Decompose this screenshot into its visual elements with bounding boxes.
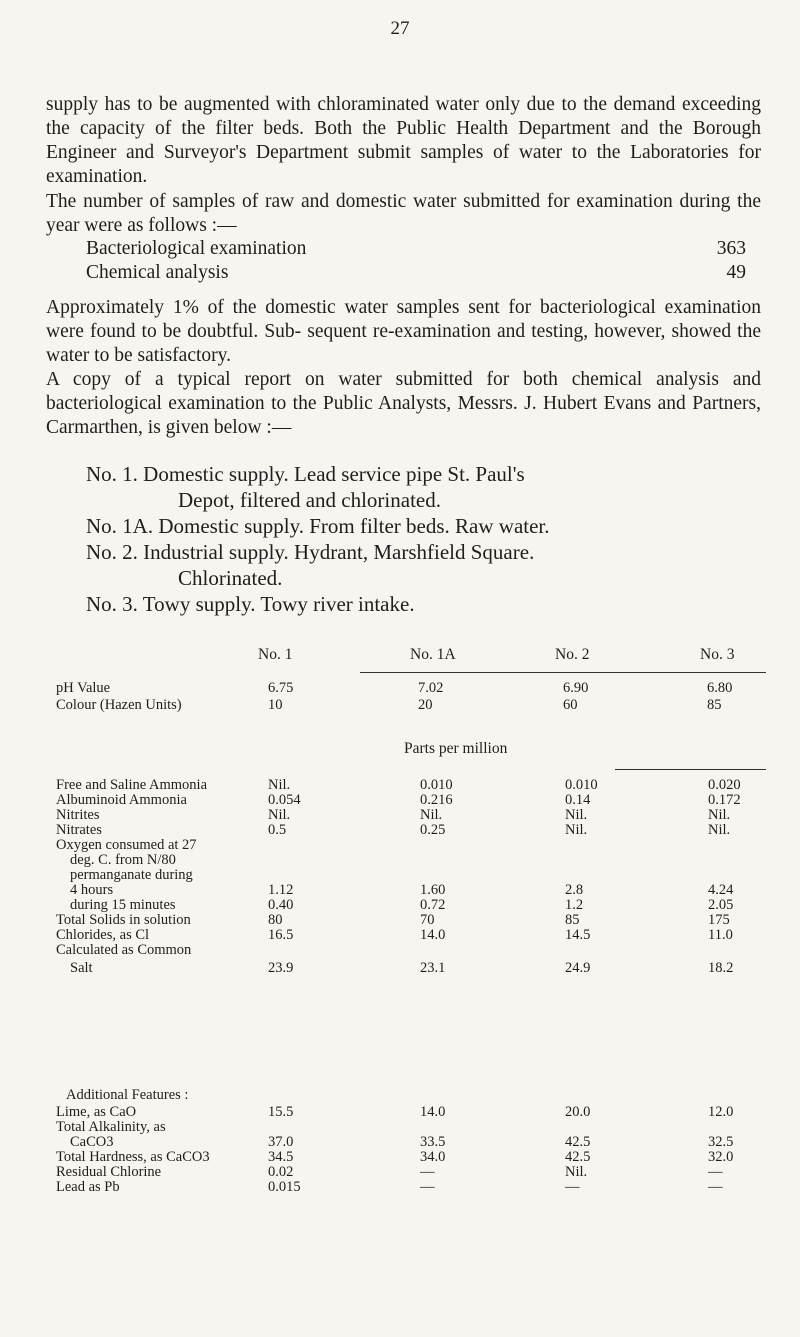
table-cell: —: [420, 1164, 435, 1180]
cell: 6.80: [707, 680, 733, 696]
row-label: Total Hardness, as CaCO3: [56, 1149, 210, 1165]
row-label: Nitrates: [56, 822, 102, 838]
table-cell: —: [708, 1179, 723, 1195]
table-cell: 0.02: [268, 1164, 294, 1180]
page-number: 27: [390, 18, 410, 39]
additional-heading: Additional Features :: [66, 1087, 189, 1103]
row-label: Free and Saline Ammonia: [56, 777, 208, 793]
table-cell: Nil.: [708, 807, 731, 823]
table-cell: 0.010: [565, 777, 598, 793]
table-cell: 1.12: [268, 882, 294, 898]
table-cell: 42.5: [565, 1134, 591, 1150]
table-cell: 42.5: [565, 1149, 591, 1165]
cell: 6.90: [563, 680, 589, 696]
table-cell: Nil.: [268, 807, 291, 823]
row-label: 4 hours: [70, 882, 114, 898]
table-cell: 12.0: [708, 1104, 734, 1120]
table-cell: 0.015: [268, 1179, 301, 1195]
table-cell: 0.25: [420, 822, 446, 838]
row-label: Albuminoid Ammonia: [56, 792, 187, 808]
paragraph-intro: supply has to be augmented with chloraminated water only due to the demand exceeding the capacity of the filter beds. Both the Public Health Department and the Borough Engineer and Surveyor's Department submit samples of water to the Laboratories for examination.: [46, 94, 761, 187]
table-cell: 0.14: [565, 792, 591, 808]
table-cell: 0.40: [268, 897, 294, 913]
sample-item-cont: Chlorinated.: [178, 566, 283, 590]
row-label: permanganate during: [70, 867, 193, 883]
table-cell: 175: [708, 912, 730, 928]
header-rule: [360, 672, 766, 673]
cell: 7.02: [418, 680, 444, 696]
table-cell: 37.0: [268, 1134, 294, 1150]
col-header-no2: No. 2: [555, 646, 590, 663]
table-cell: 23.1: [420, 960, 446, 976]
units-caption: Parts per million: [404, 740, 508, 757]
table-cell: 32.5: [708, 1134, 734, 1150]
row-label: during 15 minutes: [70, 897, 176, 913]
paragraph-approximately: Approximately 1% of the domestic water samples sent for bacteriological examination were found to be doubtful. Sub- sequent re-examination and testing, however, showed the water to be satisfactory.: [46, 297, 761, 366]
table-cell: Nil.: [565, 822, 588, 838]
col-header-no3: No. 3: [700, 646, 735, 663]
col-header-no1: No. 1: [258, 646, 293, 663]
sample-item: No. 2. Industrial supply. Hydrant, Marshfield Square.: [86, 540, 535, 564]
sample-item: No. 1A. Domestic supply. From filter beds. Raw water.: [86, 514, 550, 538]
table-cell: 1.60: [420, 882, 446, 898]
table-cell: 0.5: [268, 822, 287, 838]
table-cell: 2.8: [565, 882, 584, 898]
row-label-colour: Colour (Hazen Units): [56, 697, 182, 713]
table-cell: Nil.: [420, 807, 443, 823]
table-cell: 4.24: [708, 882, 734, 898]
cell: 60: [563, 697, 578, 713]
table-cell: —: [420, 1179, 435, 1195]
table-cell: 24.9: [565, 960, 591, 976]
cell: 20: [418, 697, 433, 713]
table-cell: 85: [565, 912, 580, 928]
table-cell: 32.0: [708, 1149, 734, 1165]
sample-item: No. 1. Domestic supply. Lead service pipe St. Paul's: [86, 462, 525, 486]
row-label: Lime, as CaO: [56, 1104, 137, 1120]
col-header-no1a: No. 1A: [410, 646, 456, 663]
row-label: Oxygen consumed at 27: [56, 837, 197, 853]
row-label: CaCO3: [70, 1134, 114, 1150]
units-rule: [615, 769, 766, 770]
table-cell: 20.0: [565, 1104, 591, 1120]
table-cell: 0.72: [420, 897, 446, 913]
table-cell: —: [708, 1164, 723, 1180]
table-cell: 0.020: [708, 777, 741, 793]
table-cell: 33.5: [420, 1134, 446, 1150]
sample-list: [86, 461, 776, 617]
row-label: Total Alkalinity, as: [56, 1119, 166, 1135]
cell: 10: [268, 697, 283, 713]
count-value: 363: [716, 238, 746, 259]
row-label: Salt: [70, 960, 93, 976]
row-label: deg. C. from N/80: [70, 852, 176, 868]
row-label: Nitrites: [56, 807, 100, 823]
table-cell: 0.010: [420, 777, 453, 793]
count-label: Bacteriological examination: [86, 238, 307, 259]
paragraph-typical-report: A copy of a typical report on water submitted for both chemical analysis and bacteriological examination to the Public Analysts, Messrs. J. Hubert Evans and Partners, Carmarthen, is given below :—: [46, 369, 761, 438]
table-cell: 15.5: [268, 1104, 294, 1120]
table-cell: 14.0: [420, 1104, 446, 1120]
row-label: Lead as Pb: [56, 1179, 120, 1195]
table-cell: Nil.: [565, 1164, 588, 1180]
table-cell: 23.9: [268, 960, 294, 976]
table-cell: 18.2: [708, 960, 734, 976]
sample-item: No. 3. Towy supply. Towy river intake.: [86, 592, 415, 616]
row-label: Calculated as Common: [56, 942, 192, 958]
table-cell: 1.2: [565, 897, 584, 913]
row-label-ph: pH Value: [56, 680, 111, 696]
cell: 6.75: [268, 680, 294, 696]
table-cell: 2.05: [708, 897, 734, 913]
table-cell: 14.5: [565, 927, 591, 943]
sample-item-cont: Depot, filtered and chlorinated.: [178, 488, 441, 512]
table-cell: 80: [268, 912, 283, 928]
count-value: 49: [726, 262, 746, 283]
table-cell: 0.054: [268, 792, 301, 808]
table-cell: 11.0: [708, 927, 733, 943]
row-label: Total Solids in solution: [56, 912, 191, 928]
row-label: Chlorides, as Cl: [56, 927, 150, 943]
table-cell: Nil.: [565, 807, 588, 823]
paragraph-sample-count: The number of samples of raw and domestic water submitted for examination during the year were as follows :—: [46, 191, 761, 236]
table-cell: 0.172: [708, 792, 741, 808]
table-cell: 16.5: [268, 927, 294, 943]
table-cell: 34.5: [268, 1149, 294, 1165]
table-cell: 0.216: [420, 792, 453, 808]
table-cell: Nil.: [268, 777, 291, 793]
table-cell: —: [565, 1179, 580, 1195]
table-cell: 70: [420, 912, 435, 928]
cell: 85: [707, 697, 722, 713]
table-cell: Nil.: [708, 822, 731, 838]
table-cell: 34.0: [420, 1149, 446, 1165]
row-label: Residual Chlorine: [56, 1164, 162, 1180]
count-label: Chemical analysis: [86, 262, 229, 283]
table-cell: 14.0: [420, 927, 446, 943]
